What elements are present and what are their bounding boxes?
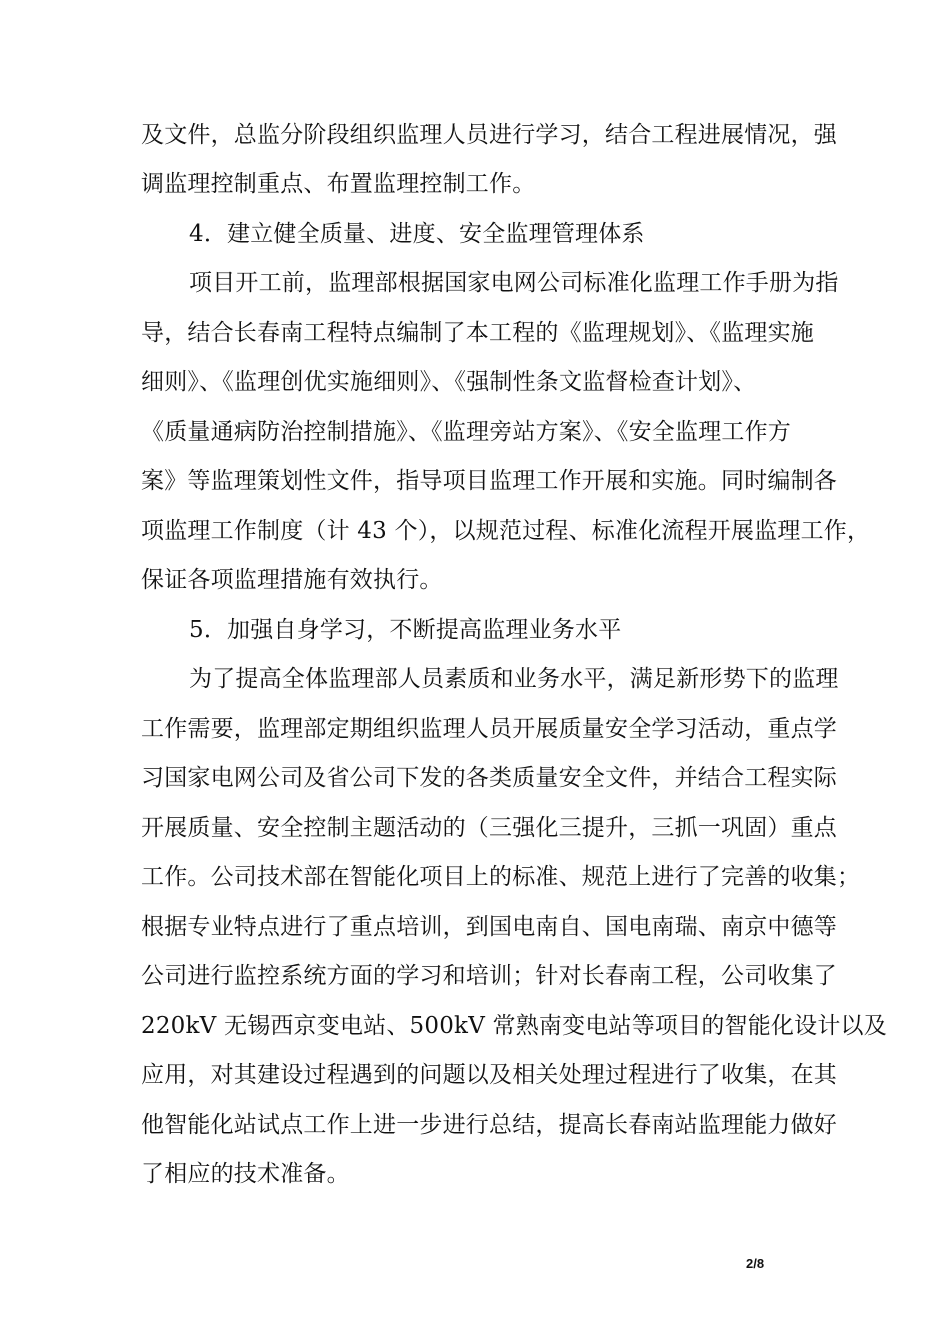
page-number: 2/8 <box>746 1256 765 1271</box>
text-line: 开展质量、安全控制主题活动的（三强化三提升，三抓一巩固）重点 <box>141 815 837 841</box>
text-line: 调监理控制重点、布置监理控制工作。 <box>141 171 536 197</box>
text-line: 根据专业特点进行了重点培训，到国电南自、国电南瑞、南京中德等 <box>141 914 837 940</box>
text-line: 保证各项监理措施有效执行。 <box>141 567 443 593</box>
text-line: 工作。公司技术部在智能化项目上的标准、规范上进行了完善的收集； <box>141 864 861 890</box>
text-line: 项监理工作制度（计 43 个），以规范过程、标准化流程开展监理工作， <box>141 518 871 544</box>
section-heading: 4．建立健全质量、进度、安全监理管理体系 <box>189 221 645 247</box>
section-heading: 5．加强自身学习，不断提高监理业务水平 <box>189 617 622 643</box>
text-line: 他智能化站试点工作上进一步进行总结，提高长春南站监理能力做好 <box>141 1112 837 1138</box>
text-line: 《质量通病防治控制措施》、《监理旁站方案》、《安全监理工作方 <box>141 419 791 445</box>
text-line: 应用，对其建设过程遇到的问题以及相关处理过程进行了收集，在其 <box>141 1062 837 1088</box>
text-line: 习国家电网公司及省公司下发的各类质量安全文件，并结合工程实际 <box>141 765 837 791</box>
text-line: 案》等监理策划性文件，指导项目监理工作开展和实施。同时编制各 <box>141 468 837 494</box>
text-line: 导，结合长春南工程特点编制了本工程的《监理规划》、《监理实施 <box>141 320 814 346</box>
text-line: 220kV 无锡西京变电站、500kV 常熟南变电站等项目的智能化设计以及 <box>141 1013 887 1039</box>
text-line: 项目开工前，监理部根据国家电网公司标准化监理工作手册为指 <box>189 270 839 296</box>
text-line: 了相应的技术准备。 <box>141 1161 350 1187</box>
text-line: 细则》、《监理创优实施细则》、《强制性条文监督检查计划》、 <box>141 369 757 395</box>
text-line: 工作需要，监理部定期组织监理人员开展质量安全学习活动，重点学 <box>141 716 837 742</box>
text-line: 及文件，总监分阶段组织监理人员进行学习，结合工程进展情况，强 <box>141 122 837 148</box>
text-line: 公司进行监控系统方面的学习和培训；针对长春南工程，公司收集了 <box>141 963 837 989</box>
text-line: 为了提高全体监理部人员素质和业务水平，满足新形势下的监理 <box>189 666 839 692</box>
